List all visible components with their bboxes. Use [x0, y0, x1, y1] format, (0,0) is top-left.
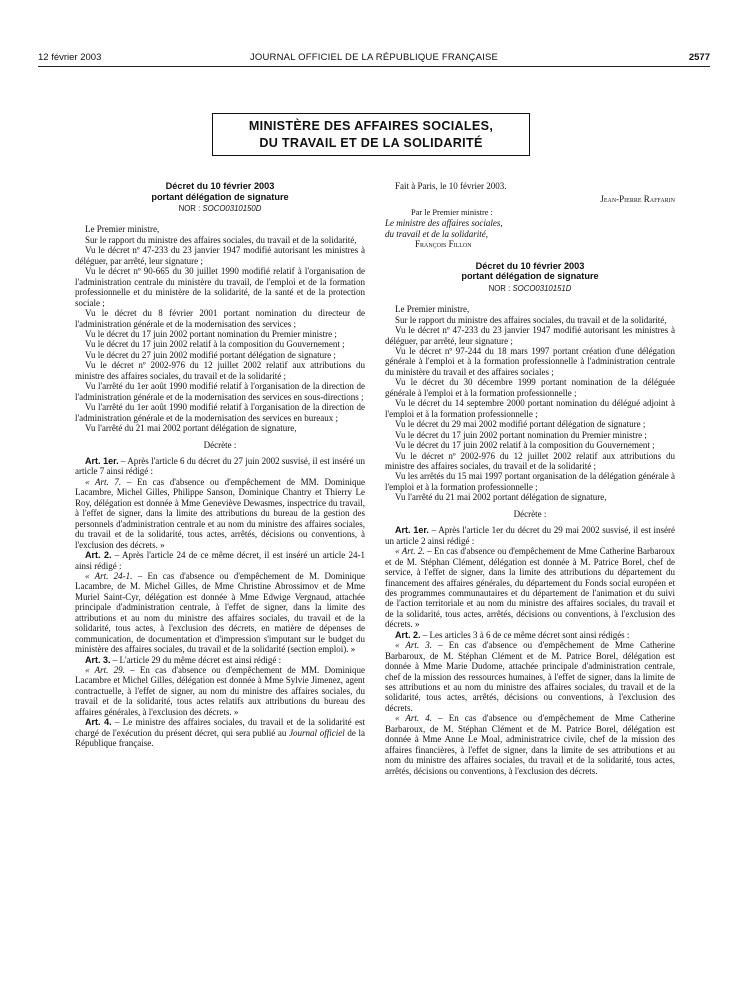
article-2-quote: « Art. 24-1. – En cas d'absence ou d'empêchement de M. Dominique Lacambre, de M. Michel Gilles, de Mme Christine Abrossimov et de Mme Muriel Saint-Cyr, délégation est donnée à Mme Edwige Vergnaud, attachée principale d'administration centrale, à l'effet de signer, dans la limite des attributions et au nom du ministre des affaires sociales, du travail et de la solidarité, tous actes, à l'exclusion des décrets, en matière de dépenses de communication, de documentation et d'impression s'imputant sur le budget du ministère des affaires sociales, du travail et de la solidarité (section emploi). »: [75, 570, 365, 655]
article-1: Art. 1er. – Après l'article 1er du décret du 29 mai 2002 susvisé, il est inséré un article 2 ainsi rédigé :: [385, 525, 675, 546]
decree-title: Décret du 10 février 2003: [475, 260, 585, 271]
paragraph: Vu le décret du 17 juin 2002 relatif à la composition du Gouvernement ;: [395, 440, 655, 451]
article-1: Art. 1er. – Après l'article 6 du décret du 27 juin 2002 susvisé, il est inséré un article 7 ainsi rédigé :: [75, 455, 365, 477]
paragraph: Sur le rapport du ministre des affaires sociales, du travail et de la solidarité,: [395, 314, 667, 325]
ministry-box: [212, 113, 530, 156]
paragraph: Vu le décret nº 2002-976 du 12 juillet 2002 relatif aux attributions du ministre des affaires sociales, du travail et de la solidarité ;: [75, 360, 365, 381]
article-1-quote: « Art. 2. – En cas d'absence ou d'empêchement de Mme Catherine Barbaroux et de M. Stéphan Clément, délégation est donnée à M. Patrice Borel, chef de service, à l'effet de signer, dans la limite des attributions du département du financement des affaires générales, du département du Fonds social européen et des programmes communautaires et du département de l'animation et du suivi de l'action territoriale et au nom du ministre des affaires sociales, du travail et de la solidarité, tous actes, arrêtés, décisions ou conventions, à l'exclusion des décrets. »: [385, 546, 675, 630]
paragraph: Vu le décret du 17 juin 2002 portant nomination du Premier ministre ;: [85, 328, 337, 339]
paragraph: Vu le décret nº 47-233 du 23 janvier 1947 modifié autorisant les ministres à déléguer, par arrêté, leur signature ;: [75, 245, 365, 266]
header-rule: [38, 66, 710, 67]
paragraph: Vu le décret nº 2002-976 du 12 juillet 2002 relatif aux attributions du ministre des affaires sociales, du travail et de la solidarité ;: [385, 450, 675, 471]
ministry-line-2: DU TRAVAIL ET DE LA SOLIDARITÉ: [259, 136, 483, 150]
nor-reference: NOR : SOCO0310151D: [488, 283, 572, 293]
paragraph: Vu le décret nº 90-665 du 30 juillet 1990 modifié relatif à l'organisation de l'administration centrale du ministère du travail, de l'emploi et de la formation professionnelle et du ministère de la solidarité, de la santé et de la protection sociale ;: [75, 266, 365, 308]
paragraph: Vu le décret du 8 février 2001 portant nomination du directeur de l'administration générale et de la modernisation des services ;: [75, 308, 365, 329]
decree-subtitle: portant délégation de signature: [461, 271, 599, 282]
article-3-quote: « Art. 29. – En cas d'absence ou d'empêchement de MM. Dominique Lacambre et Michel Gilles, délégation est donnée à Mme Sylvie Jimenez, agent contractuelle, à l'effet de signer, au nom du ministre des affaires sociales, du travail et de la solidarité, tous actes relatifs aux attributions du bureau des affaires générales, à l'exclusion des décrets. »: [75, 665, 366, 717]
left-column: [75, 181, 365, 749]
minister-title-line-2: du travail et de la solidarité,: [385, 228, 488, 239]
right-column: [385, 181, 675, 776]
article-2: Art. 2. – Les articles 3 à 6 de ce même décret sont ainsi rédigés :: [395, 629, 630, 640]
decree-subtitle: portant délégation de signature: [151, 191, 289, 202]
signature-date: Fait à Paris, le 10 février 2003.: [395, 181, 507, 191]
paragraph: Vu le décret du 14 septembre 2000 portant nomination du délégué adjoint à l'emploi et à la formation professionnelle ;: [385, 398, 675, 419]
paragraph: Vu le décret du 27 juin 2002 modifié portant délégation de signature ;: [85, 349, 336, 360]
paragraph: Le Premier ministre,: [85, 224, 160, 235]
paragraph: Le Premier ministre,: [395, 304, 470, 315]
par-le-premier-ministre: Par le Premier ministre :: [411, 207, 493, 217]
article-4-quote: « Art. 4. – En cas d'absence ou d'empêchement de Mme Catherine Barbaroux, de M. Stéphan Clément et de M. Patrice Borel, délégation est donnée à Mme Anne Le Moal, administratrice civile, chef de la mission des affaires financières, à l'effet de signer, dans la limite de ses attributions et au nom du ministre des affaires sociales, du travail et de la solidarité, tous actes, arrêtés, décisions ou conventions, à l'exclusion des décrets.: [385, 713, 676, 776]
paragraph: Vu le décret du 17 juin 2002 portant nomination du Premier ministre ;: [395, 429, 647, 440]
header-page-number: 2577: [688, 52, 710, 63]
paragraph: Vu le décret nº 97-244 du 18 mars 1997 portant création d'une délégation générale à l'emploi et à la formation professionnelle à l'administration centrale du ministère du travail et des affaires sociales ;: [385, 345, 675, 377]
paragraph: Sur le rapport du ministre des affaires sociales, du travail et de la solidarité,: [85, 234, 357, 245]
paragraph: Vu le décret du 29 mai 2002 modifié portant délégation de signature ;: [395, 419, 646, 430]
paragraph: Vu l'arrêté du 21 mai 2002 portant délégation de signature,: [395, 492, 607, 503]
paragraph: Vu le décret du 17 juin 2002 relatif à la composition du Gouvernement ;: [85, 339, 345, 350]
decrete-heading: Décrète :: [513, 508, 547, 519]
article-4: Art. 4. – Le ministre des affaires sociales, du travail et de la solidarité est chargé de l'exécution du présent décret, qui sera publié au Journal officiel de la République française.: [75, 717, 365, 749]
header-date: 12 février 2003: [38, 52, 102, 63]
article-2: Art. 2. – Après l'article 24 de ce même décret, il est inséré un article 24-1 ainsi rédigé :: [75, 550, 365, 571]
decrete-heading: Décrète :: [203, 439, 237, 450]
paragraph: Vu l'arrêté du 1er août 1990 modifié relatif à l'organisation de la direction de l'administration générale et de la modernisation des services en sous-directions ;: [75, 381, 365, 402]
header-journal-title: JOURNAL OFFICIEL DE LA RÉPUBLIQUE FRANÇAISE: [249, 52, 499, 63]
minister-title-line-1: Le ministre des affaires sociales,: [385, 218, 503, 229]
decree-title: Décret du 10 février 2003: [165, 181, 275, 191]
paragraph: Vu l'arrêté du 21 mai 2002 portant délégation de signature,: [85, 423, 297, 434]
article-2-quote: « Art. 3. – En cas d'absence ou d'empêchement de Mme Catherine Barbaroux, de M. Stéphan Clément et de M. Patrice Borel, délégation est donnée à Mme Marie Dudome, attachée principale d'administration centrale, chef de la mission des ressources humaines, à l'effet de signer, dans la limite de ses attributions et au nom du ministre des affaires sociales, du travail et de la solidarité, tous actes, arrêtés, décisions ou conventions, à l'exclusion des décrets.: [385, 640, 676, 713]
paragraph: Vu le décret nº 47-233 du 23 janvier 1947 modifié autorisant les ministres à déléguer, par arrêté, leur signature ;: [385, 325, 675, 346]
nor-reference: NOR : SOCO0310150D: [178, 204, 262, 213]
signature-minister: François Fillon: [415, 239, 472, 250]
paragraph: Vu les arrêtés du 15 mai 1997 portant organisation de la délégation générale à l'emploi et à la formation professionnelle ;: [385, 471, 675, 492]
article-3: Art. 3. – L'article 29 du même décret est ainsi rédigé :: [85, 654, 282, 665]
article-1-quote: « Art. 7. – En cas d'absence ou d'empêchement de MM. Dominique Lacambre, Michel Gilles, Philippe Sanson, Dominique Chantry et Thierry Le Roy, délégation est donnée à Mme Geneviève Dewasmes, inspectrice du travail, à l'effet de signer, dans la limite des attributions du bureau de la gestion des personnels d'administration centrale et au nom du ministre des affaires sociales, du travail et de la solidarité, tous actes, arrêtés, décisions ou conventions, à l'exclusion des décrets. »: [75, 476, 365, 550]
signature-prime-minister: Jean-Pierre Raffarin: [600, 194, 675, 205]
ministry-line-1: MINISTÈRE DES AFFAIRES SOCIALES,: [248, 119, 494, 133]
paragraph: Vu l'arrêté du 1er août 1990 modifié relatif à l'organisation de la direction de l'administration générale et de la modernisation des services en bureaux ;: [75, 402, 365, 423]
paragraph: Vu le décret du 30 décembre 1999 portant nomination de la déléguée générale à l'emploi et à la formation professionnelle ;: [385, 377, 675, 398]
